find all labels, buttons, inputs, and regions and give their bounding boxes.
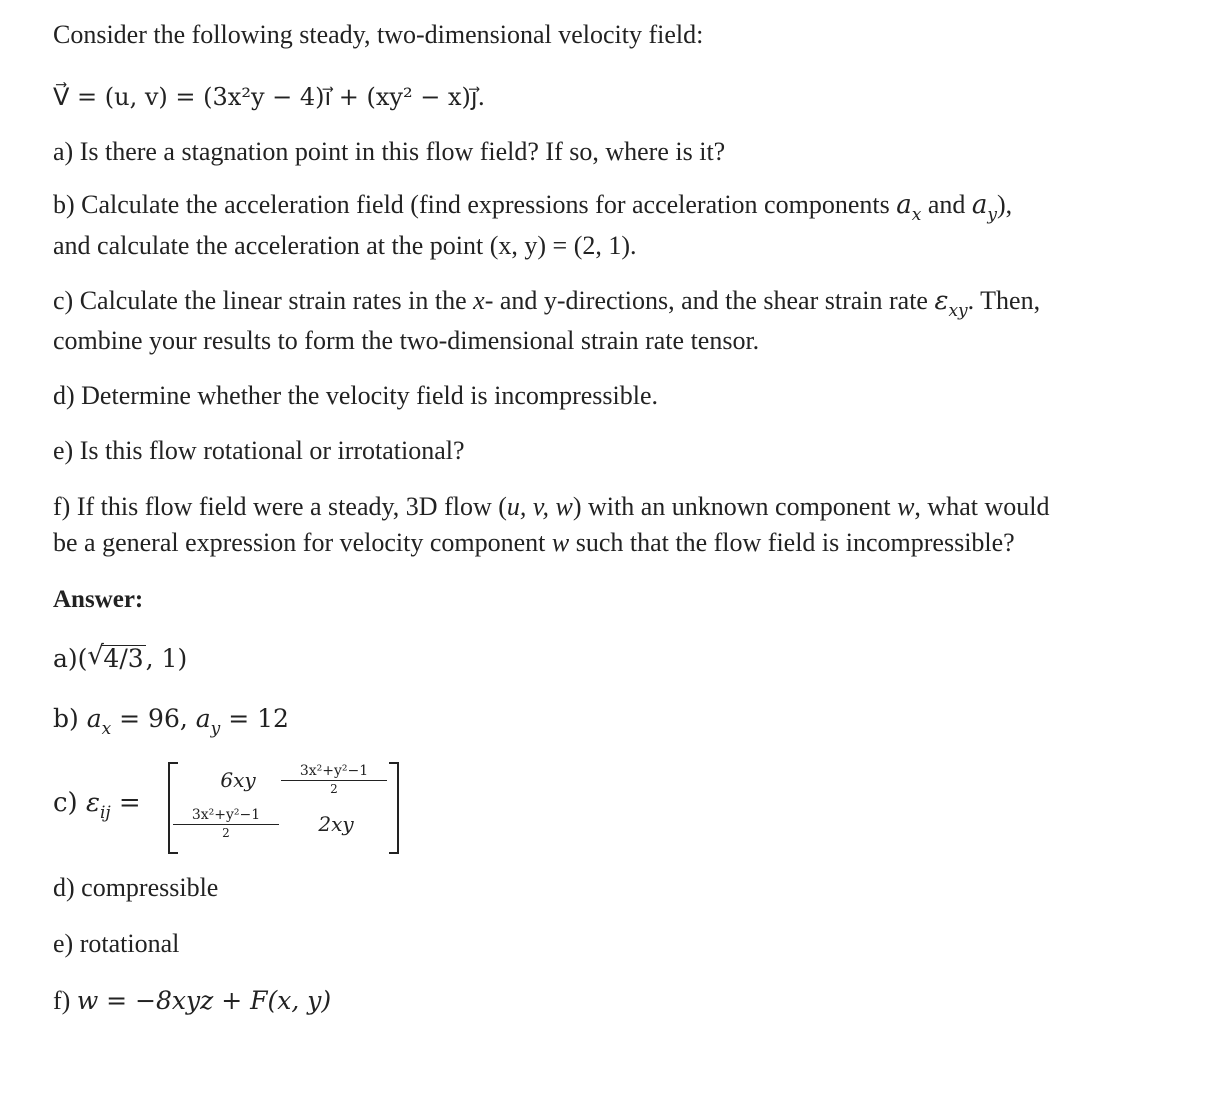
symbol-a: a (896, 190, 912, 220)
subscript-ij: ij (99, 803, 111, 823)
question-b-and: and (921, 190, 972, 219)
question-b-line2: and calculate the acceleration at the point (x, y) = (2, 1). (53, 231, 637, 260)
answer-b-prefix: b) (53, 704, 87, 733)
question-f-line2 (53, 528, 1015, 558)
subscript-y: y (987, 205, 997, 225)
matrix-cell-12-denominator: 2 (330, 782, 338, 796)
question-c-mid: - and y-directions, and the shear strain rate (484, 286, 935, 315)
answer-b-eq2: = 12 (220, 704, 289, 733)
question-c (53, 282, 1153, 323)
answer-f-expression: w = −8xyz + F(x, y) (76, 986, 332, 1015)
answer-a (53, 641, 188, 674)
sqrt-radicand: 4/3 (103, 644, 144, 673)
answer-e: e) rotational (53, 929, 180, 958)
symbol-epsilon: ε (85, 788, 100, 818)
question-c-x: x (473, 286, 485, 315)
problem-intro: Consider the following steady, two-dimensional velocity field: (53, 20, 704, 49)
question-c-line2: combine your results to form the two-dimensional strain rate tensor. (53, 326, 760, 355)
question-c-text: c) Calculate the linear strain rates in the (53, 286, 474, 315)
matrix-cell-11: 6xy (220, 768, 256, 792)
question-f (53, 488, 1153, 526)
question-a: a) Is there a stagnation point in this flow field? If so, where is it? (53, 137, 726, 166)
symbol-a: a (971, 190, 988, 220)
question-f-text: f) If this flow field were a steady, 3D flow ( (53, 492, 507, 521)
answer-a-suffix: , 1) (145, 644, 188, 673)
question-b (53, 186, 1153, 227)
answer-c-prefix: c) (53, 788, 86, 818)
question-f-line2-post: such that the flow field is incompressible? (569, 528, 1015, 557)
question-f-uvw: u, v, w (506, 492, 573, 521)
question-f-mid: ) with an unknown component (572, 492, 898, 521)
subscript-xy: xy (948, 301, 968, 321)
sqrt-expression (87, 641, 145, 674)
question-b-text: b) Calculate the acceleration field (find expressions for acceleration components (53, 190, 897, 219)
subscript-x: x (911, 205, 922, 225)
answer-c-label (53, 788, 141, 823)
answer-b (53, 704, 289, 737)
matrix-cell-21-denominator: 2 (222, 826, 230, 840)
question-f-post: , what would (914, 492, 1050, 521)
question-f-line2-text: be a general expression for velocity component (53, 528, 552, 557)
answer-heading: Answer: (53, 586, 144, 613)
question-e: e) Is this flow rotational or irrotational? (53, 436, 465, 465)
answer-c-eq: = (110, 788, 141, 818)
answer-a-prefix: a)( (53, 644, 88, 673)
matrix-cell-12-numerator: 3x²+y²−1 (281, 762, 387, 781)
question-b-post: ), (996, 190, 1013, 219)
matrix-right-bracket (389, 762, 399, 854)
answer-f-prefix: f) (53, 986, 77, 1015)
subscript-x: x (101, 719, 112, 739)
question-c-post: . Then, (967, 286, 1041, 315)
symbol-a: a (195, 704, 211, 733)
question-f-line2-w: w (551, 528, 570, 557)
answer-d: d) compressible (53, 873, 219, 902)
symbol-a: a (86, 704, 102, 733)
answer-f (53, 986, 331, 1016)
sqrt-icon: √ (87, 641, 104, 671)
velocity-field-equation: V⃗ = (u, v) = (3x²y − 4)ı⃗ + (xy² − x)ȷ⃗. (53, 83, 486, 111)
matrix-cell-12 (281, 762, 387, 797)
symbol-epsilon: ε (934, 286, 949, 316)
matrix-cell-21 (173, 806, 279, 841)
question-f-w: w (897, 492, 915, 521)
matrix-cell-21-numerator: 3x²+y²−1 (173, 806, 279, 825)
matrix-cell-22: 2xy (318, 812, 354, 836)
subscript-y: y (210, 719, 221, 739)
question-d: d) Determine whether the velocity field is incompressible. (53, 381, 659, 410)
answer-b-eq1: = 96, (111, 704, 196, 733)
